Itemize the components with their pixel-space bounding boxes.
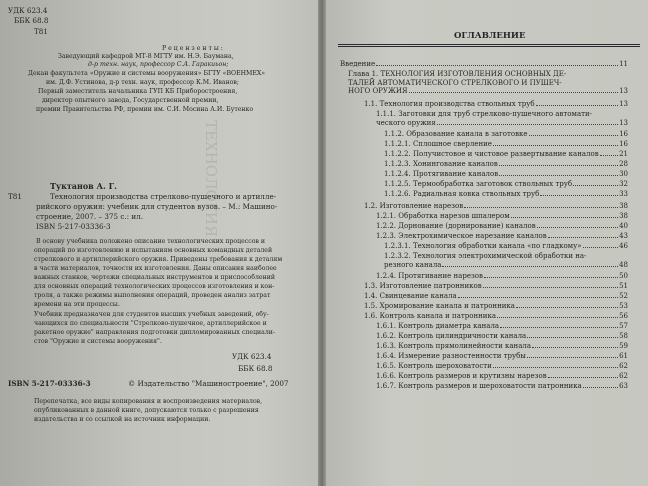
toc-leader-dots xyxy=(527,337,618,338)
toc-page-number: 13 xyxy=(619,87,628,96)
toc-page-number: 38 xyxy=(619,202,628,210)
toc-leader-dots xyxy=(548,377,618,378)
copyright-notice-line: издательства и со ссылкой на источник информации. xyxy=(34,416,211,423)
toc-entry xyxy=(364,302,628,311)
toc-entry-label: 1.1.2. Образование канала в заготовке xyxy=(384,130,528,138)
toc-leader-dots xyxy=(484,277,618,278)
toc-leader-dots xyxy=(516,307,618,308)
toc-entry-label: 1.1.1. Заготовки для труб стрелково-пушечного автомати- xyxy=(376,110,593,118)
toc-entry-label: 1.6.2. Контроль цилиндричности канала xyxy=(376,332,527,340)
reviewer-line: Заведующий кафедрой МТ-8 МГТУ им. Н.Э. Баумана, xyxy=(58,53,234,60)
toc-page-number: 16 xyxy=(619,130,628,138)
toc-page-number: 59 xyxy=(619,342,628,350)
copyright: © Издательство "Машиностроение", 2007 xyxy=(128,379,289,388)
abstract-line: ракетное оружие" направления подготовки дипломированных специали- xyxy=(34,329,276,336)
toc-page-number: 48 xyxy=(619,260,628,269)
abstract-line: для основных операций технологических процессов изготовления и кон- xyxy=(34,283,275,290)
abstract-line: В основу учебника положено описание технологических процессов и xyxy=(36,238,266,245)
toc-entry-label: 1.2.3. Электрохимическое нарезание каналов xyxy=(376,232,547,240)
toc-entry xyxy=(384,242,628,251)
abstract-line: важных станков, чертежи специальных инструментов и приспособлений xyxy=(34,274,275,281)
toc-entry-label: 1.6.5. Контроль шероховатости xyxy=(376,362,492,370)
toc-page-number: 32 xyxy=(619,180,628,188)
toc-page-number: 63 xyxy=(619,382,628,390)
bib-isbn: ISBN 5-217-03336-3 xyxy=(36,222,111,231)
toc-entry-label: 1.2.4. Протягивание нарезов xyxy=(376,272,483,280)
bib-code: Т81 xyxy=(8,192,22,201)
toc-entry xyxy=(376,232,628,241)
toc-page-number: 43 xyxy=(619,232,628,240)
reviewers-title: Р е ц е н з е н т ы : xyxy=(162,45,223,52)
toc-leader-dots xyxy=(532,347,618,348)
toc-leader-dots xyxy=(493,145,618,146)
toc-leader-dots xyxy=(458,297,618,298)
toc-page-number: 38 xyxy=(619,212,628,220)
toc-entry xyxy=(384,190,628,199)
toc-leader-dots xyxy=(464,207,618,208)
toc-leader-dots xyxy=(548,237,618,238)
toc-leader-dots xyxy=(493,367,618,368)
toc-entry xyxy=(364,282,628,291)
toc-leader-dots xyxy=(483,287,618,288)
toc-entry-label: 1.1.2.6. Радиальная ковка ствольных труб xyxy=(384,190,540,198)
toc-entry xyxy=(384,160,628,169)
toc-entry-label: 1.6.3. Контроль прямолинейности канала xyxy=(376,342,531,350)
toc-entry xyxy=(376,382,628,391)
toc-entry xyxy=(364,202,628,211)
toc-entry-label: 1.2. Изготовление нарезов xyxy=(364,202,464,210)
toc-rule xyxy=(338,44,640,45)
toc-entry-label: 1.6.6. Контроль размеров и крутизны нарезов xyxy=(376,372,547,380)
toc-leader-dots xyxy=(600,155,618,156)
toc-entry-label: 1.1.2.3. Хонингование каналов xyxy=(384,160,498,168)
toc-entry xyxy=(340,60,628,69)
toc-entry-label: 1.1.2.1. Сплошное сверление xyxy=(384,140,492,148)
toc-leader-dots xyxy=(497,317,618,318)
toc-entry-label: 1.3. Изготовление патронников xyxy=(364,282,482,290)
bbk-code-bottom: ББК 68.8 xyxy=(238,364,273,373)
abstract-line: в части материалов, точности их изготовления. Даны описания наиболее xyxy=(34,265,277,272)
toc-entry xyxy=(376,110,628,128)
copyright-notice-line: опубликованных в данной книге, допускаются только с разрешения xyxy=(34,407,259,414)
toc-page-number: 53 xyxy=(619,302,628,310)
toc-entry xyxy=(384,180,628,189)
book-gutter xyxy=(318,0,326,486)
toc-leader-dots xyxy=(527,357,618,358)
toc-page-number: 51 xyxy=(619,282,628,290)
toc-entry-label: 1.6.4. Измерение разностенности трубы xyxy=(376,352,526,360)
toc-entry xyxy=(348,70,628,96)
toc-leader-dots xyxy=(537,227,618,228)
toc-page-number: 62 xyxy=(619,362,628,370)
toc-page-number: 13 xyxy=(619,118,628,127)
bib-line: Технология производства стрелково-пушечного и артилле- xyxy=(50,192,277,201)
right-page xyxy=(326,0,648,486)
toc-leader-dots xyxy=(511,217,618,218)
toc-leader-dots xyxy=(529,135,619,136)
abstract-line: стов "Оружие и системы вооружения". xyxy=(34,338,162,345)
toc-leader-dots xyxy=(442,266,618,267)
toc-entry xyxy=(376,212,628,221)
toc-page-number: 58 xyxy=(619,332,628,340)
toc-page-number: 56 xyxy=(619,312,628,320)
toc-page-number: 52 xyxy=(619,292,628,300)
toc-entry-label: Введение xyxy=(340,60,376,68)
toc-entry xyxy=(376,222,628,231)
toc-entry-label: 1.6.1. Контроль диаметра канала xyxy=(376,322,500,330)
toc-entry xyxy=(384,130,628,139)
toc-entry-label: резного канала xyxy=(384,260,442,269)
isbn: ISBN 5-217-03336-3 xyxy=(8,379,91,388)
toc-entry-label: 1.1. Технология производства ствольных труб xyxy=(364,100,535,108)
reviewer-line: Первый заместитель начальника ГУП КБ Приборостроения, xyxy=(38,88,238,95)
toc-page-number: 11 xyxy=(619,60,628,68)
toc-leader-dots xyxy=(573,185,618,186)
toc-entry-label: 1.6. Контроль канала и патронника xyxy=(364,312,497,320)
abstract-line: чающихся по специальности "Стрелково-пушечное, артиллерийское и xyxy=(34,320,267,327)
toc-entry xyxy=(376,322,628,331)
toc-entry-label: 1.5. Хромирование канала и патронника xyxy=(364,302,515,310)
toc-entry-label: 1.1.2.2. Получистовое и чистовое развертывание каналов xyxy=(384,150,599,158)
toc-rule xyxy=(338,46,640,47)
abstract-line: Учебник предназначен для студентов высших учебных заведений, обу- xyxy=(34,311,269,318)
left-page xyxy=(0,0,322,486)
toc-page-number: 40 xyxy=(619,222,628,230)
toc-entry-label: 1.1.2.5. Термообработка заготовок ствольных труб xyxy=(384,180,573,188)
reviewer-line: директор опытного завода, Государственной премии, xyxy=(42,97,219,104)
toc-entry-label: ТАЛЕЙ АВТОМАТИЧЕСКОГО СТРЕЛКОВОГО И ПУШЕЧ- xyxy=(348,78,562,87)
udk-code: УДК 623.4 xyxy=(8,6,48,15)
toc-title: ОГЛАВЛЕНИЕ xyxy=(454,31,526,41)
toc-page-number: 50 xyxy=(619,272,628,280)
toc-leader-dots xyxy=(499,165,618,166)
toc-entry-label: ческого оружия xyxy=(376,118,436,127)
udk-code-bottom: УДК 623.4 xyxy=(232,352,272,361)
reviewer-line: им. Д.Ф. Устинова, д-р техн. наук, профессор К.М. Иванов; xyxy=(46,79,239,86)
abstract-line: троля, а также режимы выполнения операций, проведен анализ затрат xyxy=(34,292,271,299)
bleed-through-text: ТЕХНОЛОГИЯ xyxy=(202,120,220,237)
toc-leader-dots xyxy=(499,175,618,176)
toc-leader-dots xyxy=(583,387,618,388)
toc-leader-dots xyxy=(376,65,618,66)
toc-page-number: 16 xyxy=(619,140,628,148)
toc-entry-label: 1.1.2.4. Протягивание каналов xyxy=(384,170,499,178)
toc-page-number: 46 xyxy=(619,242,628,250)
toc-page-number: 61 xyxy=(619,352,628,360)
reviewer-line: Декан факультета «Оружие и системы вооружения» БГТУ «ВОЕНМЕХ» xyxy=(28,70,266,77)
toc-page-number: 33 xyxy=(619,190,628,198)
abstract-line: времени на эти процессы. xyxy=(34,301,120,308)
toc-entry xyxy=(384,170,628,179)
toc-entry xyxy=(376,332,628,341)
toc-entry-label: 1.2.3.1. Технология обработки канала «по гладкому» xyxy=(384,242,582,250)
toc-entry xyxy=(376,352,628,361)
toc-entry-label: НОГО ОРУЖИЯ xyxy=(348,87,408,96)
toc-leader-dots xyxy=(583,247,619,248)
toc-leader-dots xyxy=(409,92,619,93)
author-name: Туктанов А. Г. xyxy=(50,181,117,191)
toc-entry xyxy=(384,252,628,270)
toc-entry xyxy=(384,140,628,149)
toc-entry-label: 1.2.3.2. Технология электрохимической обработки на- xyxy=(384,252,587,260)
toc-page-number: 21 xyxy=(619,150,628,158)
toc-entry xyxy=(376,372,628,381)
toc-entry-label: 1.2.2. Дорнование (дорнирование) каналов xyxy=(376,222,536,230)
catalog-code: Т81 xyxy=(34,27,48,36)
toc-entry xyxy=(376,272,628,281)
copyright-notice-line: Перепечатка, все виды копирования и воспроизведения материалов, xyxy=(34,398,263,405)
toc-page-number: 62 xyxy=(619,372,628,380)
toc-page-number: 13 xyxy=(619,100,628,108)
abstract-line: стрелкового и артиллерийского оружия. Приведены требования к деталям xyxy=(34,256,283,263)
bib-line: строение, 2007. – 375 с.: ил. xyxy=(36,212,143,221)
toc-leader-dots xyxy=(536,105,618,106)
toc-page-number: 28 xyxy=(619,160,628,168)
toc-leader-dots xyxy=(437,124,618,125)
toc-leader-dots xyxy=(540,195,618,196)
bbk-code: ББК 68.8 xyxy=(14,16,49,25)
toc-leader-dots xyxy=(500,327,618,328)
toc-entry-label: Глава 1. ТЕХНОЛОГИЯ ИЗГОТОВЛЕНИЯ ОСНОВНЫХ ДЕ- xyxy=(348,70,567,78)
reviewer-line: премии Правительства РФ, премии им. С.И. Мосина А.И. Бутенко xyxy=(36,106,254,113)
toc-entry-label: 1.2.1. Обработка нарезов шпалером xyxy=(376,212,510,220)
toc-entry xyxy=(364,312,628,321)
toc-entry xyxy=(364,100,628,109)
toc-page-number: 30 xyxy=(619,170,628,178)
toc-entry xyxy=(364,292,628,301)
bib-line: рийского оружия: учебник для студентов вузов. – М.: Машино- xyxy=(36,202,278,211)
toc-entry xyxy=(376,362,628,371)
reviewer-line: д-р техн. наук, профессор С.А. Гаракиьон; xyxy=(88,61,229,68)
toc-entry xyxy=(384,150,628,159)
toc-entry xyxy=(376,342,628,351)
toc-page-number: 57 xyxy=(619,322,628,330)
toc-entry-label: 1.6.7. Контроль размеров и шероховатости патронника xyxy=(376,382,582,390)
toc-entry-label: 1.4. Свинцевание канала xyxy=(364,292,457,300)
abstract-line: операций по изготовлению и испытаниям основных командных деталей xyxy=(34,247,273,254)
